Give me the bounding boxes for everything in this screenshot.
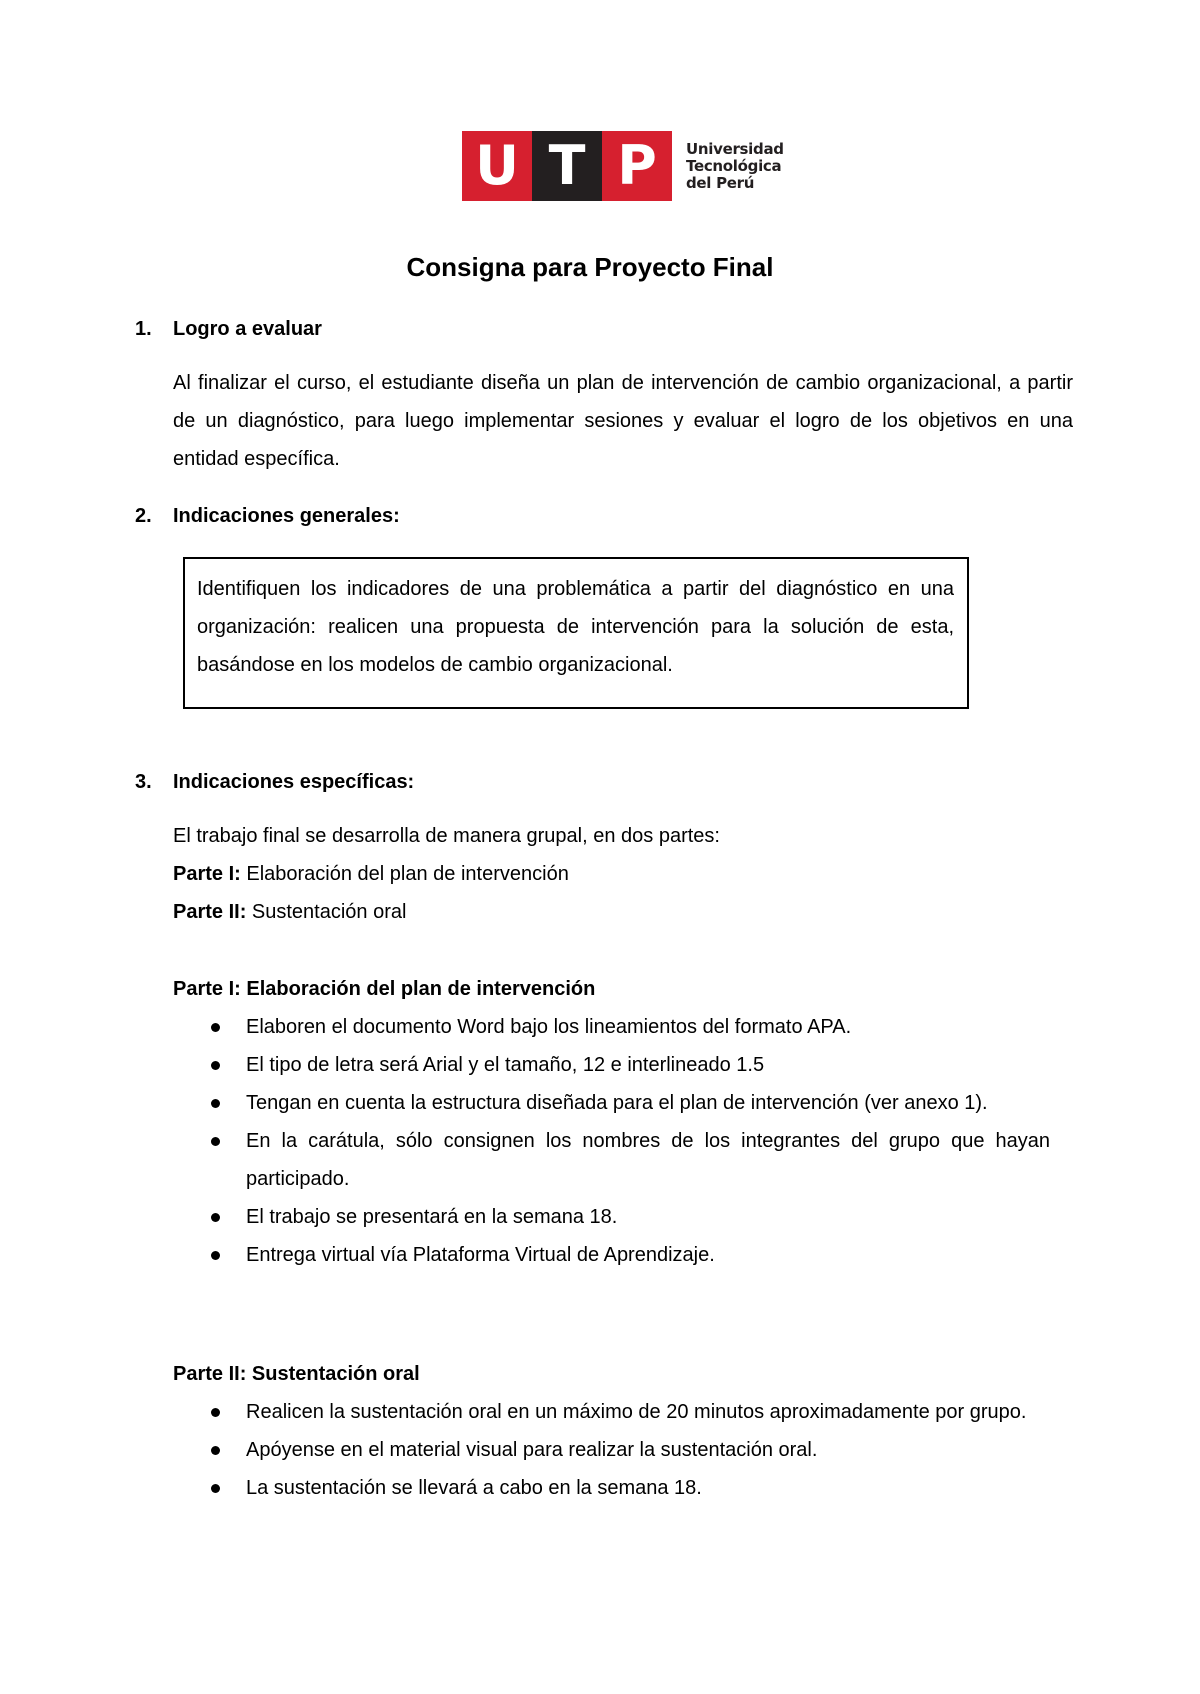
part-1-heading: Parte I: Elaboración del plan de intervención xyxy=(173,978,596,1000)
bullet-icon xyxy=(211,1251,220,1260)
part-2-summary-label: Parte II: xyxy=(173,901,247,923)
section-1-heading xyxy=(135,316,322,342)
bullet-icon xyxy=(211,1446,220,1455)
section-2-number: 2. xyxy=(135,505,152,527)
logo-name-line-2: Tecnológica xyxy=(686,156,782,175)
bullet-icon xyxy=(211,1023,220,1032)
section-1-text: Al finalizar el curso, el estudiante diseña un plan de intervención de cambio organizacional, a partir de un diagnóstico, para luego implementar sesiones y evaluar el logro de los objetivos en una entidad específica. xyxy=(173,372,1073,470)
logo-letter-p: P xyxy=(602,131,672,201)
general-indications-box xyxy=(183,557,969,709)
bullet-icon xyxy=(211,1408,220,1417)
part-2-list xyxy=(207,1393,1050,1507)
list-item: Elaboren el documento Word bajo los lineamientos del formato APA. xyxy=(207,1008,1050,1046)
logo-name-line-1: Universidad xyxy=(686,139,784,158)
list-item: El trabajo se presentará en la semana 18. xyxy=(207,1198,1050,1236)
part-1-list xyxy=(207,1008,1050,1274)
part-2-summary xyxy=(173,899,406,925)
section-1-number: 1. xyxy=(135,318,152,340)
list-item: La sustentación se llevará a cabo en la semana 18. xyxy=(207,1469,1050,1507)
part-2-summary-text: Sustentación oral xyxy=(246,901,407,923)
section-2-title: Indicaciones generales: xyxy=(173,505,400,527)
part-2-heading: Parte II: Sustentación oral xyxy=(173,1363,420,1385)
bullet-icon xyxy=(211,1213,220,1222)
logo-letter-u: U xyxy=(462,131,532,201)
bullet-icon xyxy=(211,1484,220,1493)
document-title: Consigna para Proyecto Final xyxy=(406,252,774,282)
list-item: El tipo de letra será Arial y el tamaño, 12 e interlineado 1.5 xyxy=(207,1046,1050,1084)
section-2-heading xyxy=(135,503,400,529)
section-3-title: Indicaciones específicas: xyxy=(173,771,415,793)
bullet-icon xyxy=(211,1137,220,1146)
part-1-summary-label: Parte I: xyxy=(173,863,241,885)
part-1-summary xyxy=(173,861,569,887)
section-1-title: Logro a evaluar xyxy=(173,318,322,340)
list-item: Tengan en cuenta la estructura diseñada para el plan de intervención (ver anexo 1). xyxy=(207,1084,1050,1122)
part-1-summary-text: Elaboración del plan de intervención xyxy=(240,863,569,885)
section-3-heading xyxy=(135,769,414,795)
bullet-icon xyxy=(211,1061,220,1070)
general-indications-text: Identifiquen los indicadores de una problemática a partir del diagnóstico en una organización: realicen una propuesta de intervención para la solución de esta, basándose en los modelos de cambio organizacional. xyxy=(197,578,954,676)
list-item: Entrega virtual vía Plataforma Virtual de Aprendizaje. xyxy=(207,1236,1050,1274)
list-item: En la carátula, sólo consignen los nombres de los integrantes del grupo que hayan participado. xyxy=(207,1122,1050,1198)
logo-name-line-3: del Perú xyxy=(686,173,755,192)
section-3-number: 3. xyxy=(135,771,152,793)
bullet-icon xyxy=(211,1099,220,1108)
list-item: Apóyense en el material visual para realizar la sustentación oral. xyxy=(207,1431,1050,1469)
logo-letter-t: T xyxy=(532,131,602,201)
utp-logo xyxy=(462,131,784,201)
logo-university-name xyxy=(686,141,784,192)
section-3-intro: El trabajo final se desarrolla de manera grupal, en dos partes: xyxy=(173,825,720,847)
list-item: Realicen la sustentación oral en un máximo de 20 minutos aproximadamente por grupo. xyxy=(207,1393,1050,1431)
